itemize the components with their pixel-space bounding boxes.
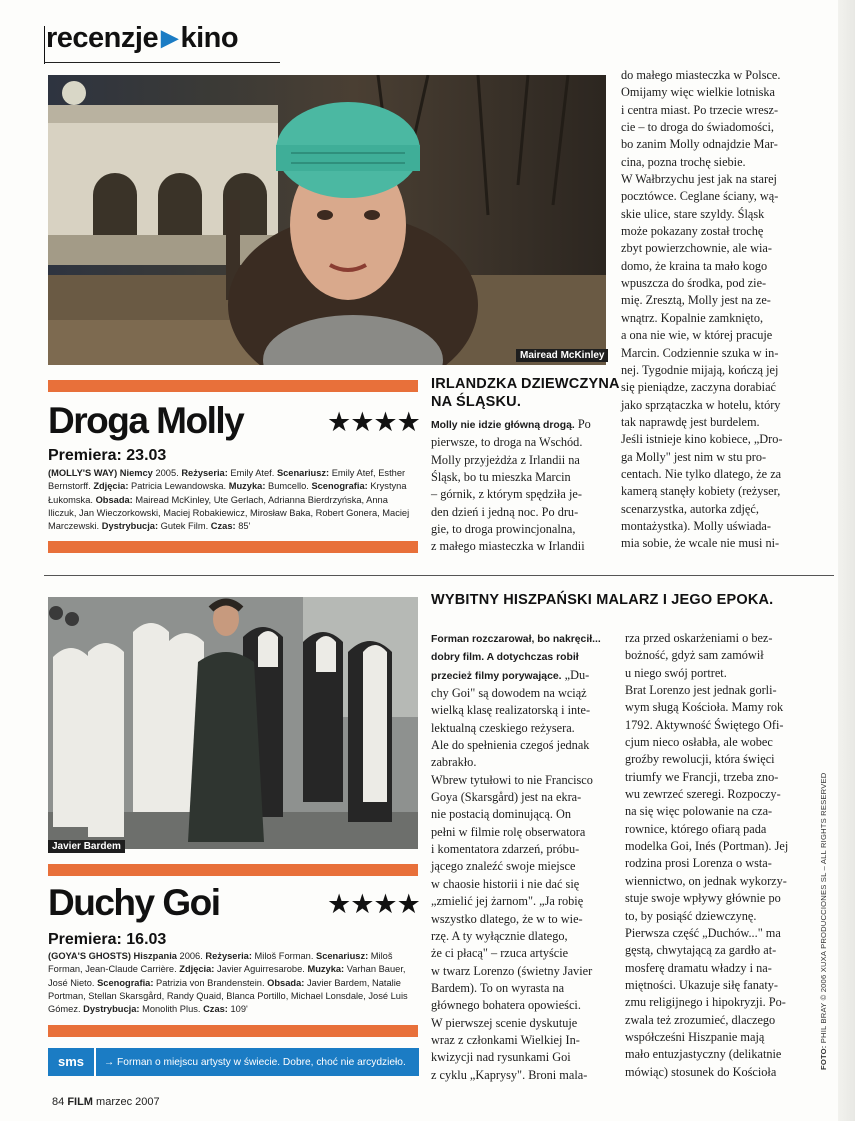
credit-value: Patrizia von Brandenstein. (156, 977, 265, 988)
text-line: wnątrz. Kopalnie zamknięto, (621, 310, 764, 325)
text-line: jako sprzątaczka w hotelu, który (621, 397, 781, 412)
text-line: rownice, którego ofiarą pada (625, 821, 767, 836)
credit-label: Zdjęcia: (179, 964, 215, 975)
text-line: Śląsk, bo tu mieszka Marcin (431, 470, 571, 485)
text-line: wu zewrzeć szeregi. Rozpoczy- (625, 787, 781, 802)
lead-text: Forman rozczarował, bo nakręcił... (431, 634, 601, 645)
text-line: cie – to droga do świadomości, (621, 120, 774, 135)
text-line: wszystko dlatego, że w to wie- (431, 911, 583, 926)
photo-credit-text: PHIL BRAY © 2006 XUXA PRODUCCIONES SL – ALL RIGHTS RESERVED (819, 772, 828, 1044)
credit-label: Dystrybucja: (101, 521, 159, 532)
text-line: głównego bohatera opowieści. (431, 998, 581, 1013)
page-margin-strip (838, 0, 855, 1121)
credit-value: Varhan Bauer, José Nieto. (48, 964, 406, 988)
text-line: a ona nie wie, w której pracuje (621, 328, 773, 343)
premiere-date: Premiera: 23.03 (48, 447, 167, 464)
sms-text: → Forman o miejscu artysty w świecie. Dobre, choć nie arcydzieło. (104, 1056, 406, 1068)
credit-label: Muzyka: (307, 964, 345, 975)
text-line: mię. Zresztą, Molly jest na ze- (621, 293, 771, 308)
photo-caption: Mairead McKinley (516, 349, 608, 362)
orange-bar-top (48, 864, 418, 876)
text-line: zbyt powierzchownie, ale wia- (621, 241, 772, 256)
text-line: montażystka). Molly uświada- (621, 518, 771, 533)
film-title: Droga Molly (48, 400, 244, 441)
photo-credit-label: FOTO: (819, 1045, 828, 1070)
credit-value: Emily Atef, Esther Bernstorff. (48, 468, 406, 492)
duchy-goi-photo (48, 597, 418, 849)
text-line: Goya (Skarsgård) jest na ekra- (431, 790, 582, 805)
text-line: Pierwsza część „Duchów..." ma (625, 925, 781, 940)
text-line: 1792. Aktywność Świętego Ofi- (625, 717, 784, 732)
triangle-arrow-icon: ▶ (161, 25, 178, 50)
lead-text: Molly nie idzie główną drogą. (431, 420, 575, 431)
orange-bar-bottom (48, 1025, 418, 1037)
text-line: Bardem). To on wyrasta na (431, 980, 565, 995)
text-line: miętności. Ukazuje siłę fanaty- (625, 977, 778, 992)
text-line: wym sługą Kościoła. Mamy rok (625, 700, 784, 715)
text-line: rzę. A ty wyłącznie dlatego, (431, 928, 568, 943)
text-line: z małego miasteczka w Irlandii (431, 539, 585, 554)
text-line: mówiąc) stosunek do Kościoła (625, 1064, 777, 1079)
credit-value: Javier Aguirresarobe. (217, 964, 305, 975)
text-line: Molly przyjeżdża z Irlandii na (431, 452, 580, 467)
text-line: Marcin. Codziennie szuka w in- (621, 345, 779, 360)
text-line: wielką klasę realizatorską i inte- (431, 703, 591, 718)
lead-text: przecież filmy porywające. (431, 670, 562, 682)
page-number: 84 (52, 1096, 65, 1108)
text-line: i komentatora zdarzeń, próbu- (431, 842, 580, 857)
text-line: pełni w filmie rolę obserwatora (431, 824, 586, 839)
film-title: Duchy Goi (48, 882, 220, 923)
text-line: lektualną czeskiego reżysera. (431, 720, 575, 735)
page-footer (52, 1096, 160, 1108)
text-line: groźby rewolucji, która święci (625, 752, 775, 767)
credit-year: 2006. (179, 951, 203, 961)
credit-year: 2005. (155, 468, 179, 478)
text-line: wpuszcza do środka, pod zie- (621, 276, 767, 291)
film-credits (48, 467, 418, 533)
section-header (46, 22, 238, 55)
credit-label: Scenariusz: (276, 468, 330, 478)
credit-value: Miloš Forman, Jean-Claude Carrière. (48, 951, 393, 975)
credit-value: Patricia Lewandowska. (131, 481, 227, 492)
credit-label: Muzyka: (228, 481, 266, 492)
credit-value: Mairead McKinley, Ute Gerlach, Adrianna Bierdrzyńska, Anna Iliczuk, Jan Wieczorkowski, Maciej Robakiewicz, Mirosław Baka, Robert Gonera, Maciej Marczewski. (48, 494, 410, 532)
text-line: tak naprawdę jest burdelem. (621, 414, 760, 429)
text-line: gęstą, chwytającą za gardło at- (625, 943, 777, 958)
text-line: wraz z członkami Wielkiej In- (431, 1032, 580, 1047)
text-line: Brat Lorenzo jest jednak gorli- (625, 683, 777, 698)
film-credits (48, 950, 418, 1016)
credit-label: Reżyseria: (181, 468, 228, 478)
rating-stars: ★★★★ (327, 889, 420, 919)
photo-caption: Javier Bardem (48, 840, 125, 853)
text-line: wiennictwo, on jednak wykorzy- (625, 873, 787, 888)
credit-value: Javier Bardem, Natalie Portman, Stellan Skarsgård, Randy Quaid, Blanca Portillo, Michael Lonsdale, José Luis Gómez. (48, 977, 408, 1015)
text-line: zwala też zrozumieć, dlaczego (625, 1012, 776, 1027)
credit-value: Krystyna Łukomska. (48, 481, 407, 505)
heading-line: IRLANDZKA DZIEWCZYNA (431, 376, 620, 392)
review-text-col2 (625, 630, 805, 1081)
credit-label: Obsada: (95, 494, 133, 505)
column-heading (431, 375, 620, 411)
text-line: zmu religijnego i hipokryzji. Po- (625, 995, 786, 1010)
text-line: „zmielić jej żarnom". „Ja robię (431, 894, 584, 909)
credit-value: 109' (230, 1004, 248, 1015)
text-line: na się więc polowanie na cza- (625, 804, 773, 819)
credit-label: Zdjęcia: (93, 481, 129, 492)
category-label: kino (180, 22, 239, 54)
text-line: u niego swój portret. (625, 665, 727, 680)
text-line: nie postacią dominującą. On (431, 807, 572, 822)
review-text-col1 (431, 416, 611, 556)
column-heading: WYBITNY HISZPAŃSKI MALARZ I JEGO EPOKA. (431, 592, 774, 608)
text-line: z cyklu „Kaprysy". Broni mala- (431, 1067, 588, 1082)
lead-text: dobry film. A dotychczas robił (431, 652, 579, 664)
text-line: – górnik, z którym spędziła je- (431, 487, 582, 502)
text-line: ga Molly" jest nim w stu pro- (621, 449, 767, 464)
text-line: mia sobie, że wcale nie musi ni- (621, 536, 780, 551)
section-label: recenzje (46, 22, 159, 54)
text-line: rodzina prosi Lorenza o wsta- (625, 856, 772, 871)
text-line: domo, że kraina ta mało kogo (621, 258, 768, 273)
credit-value: Gutek Film. (160, 521, 209, 532)
text-line: Jeśli istnieje kino kobiece, „Dro- (621, 432, 783, 447)
text-line: i centra miast. Po trzecie wresz- (621, 102, 779, 117)
text-line: skie ulice, stare szyldy. Śląsk (621, 206, 765, 221)
text-line: bożność, gdyż sam zamówił (625, 648, 764, 663)
text-line: kwizycji nad rysunkami Goi (431, 1050, 571, 1065)
text-line: gie, to droga prowincjonalna, (431, 522, 576, 537)
text-line: den dzień i jedną noc. Po dru- (431, 504, 579, 519)
text-line: nej. Tygodnie mijają, kończą jej (621, 362, 779, 377)
credit-label: Reżyseria: (205, 951, 252, 961)
text-line: modelka Goi, Inés (Portman). Jej (625, 839, 789, 854)
credit-label: Czas: (203, 1004, 228, 1015)
text-line: mosferę dramatu władzy i na- (625, 960, 772, 975)
text-line: cina, pozna trochę siebie. (621, 154, 746, 169)
text-line: W Wałbrzychu jest jak na starej (621, 172, 777, 187)
sms-label: sms (48, 1048, 96, 1076)
text-line: rza przed oskarżeniami o bez- (625, 631, 773, 645)
text-line: Wbrew tytułowi to nie Francisco (431, 772, 593, 787)
text-line: W pierwszej scenie dyskutuje (431, 1015, 578, 1030)
text-line: się pieniądze, zaczyna dorabiać (621, 380, 776, 395)
credit-label: Czas: (210, 521, 236, 532)
credit-label: Scenariusz: (316, 951, 369, 961)
text-line: stuje swoje wpływy głównie po (625, 891, 781, 906)
credit-original-title: (MOLLY'S WAY) Niemcy (48, 468, 153, 478)
text-line: pocztówce. Ceglane ściany, wą- (621, 189, 779, 204)
text-line: Po (577, 417, 591, 431)
text-line: Ale do spełnienia czegoś jednak (431, 738, 590, 753)
film-still-illustration (48, 597, 418, 849)
credit-value: Emily Atef. (230, 468, 275, 478)
text-line: do małego miasteczka w Polsce. (621, 68, 781, 82)
text-line: cjum nieco osłabła, ale wobec (625, 735, 773, 750)
credit-label: Scenografia: (311, 481, 368, 492)
text-line: w chaosie historii i nie dać się (431, 876, 580, 891)
text-line: zabrakło. (431, 755, 477, 770)
rating-stars: ★★★★ (327, 407, 420, 437)
text-line: że ci płacą" – rzuca artyście (431, 946, 569, 961)
magazine-name: FILM (67, 1096, 93, 1108)
review-text-col1 (431, 630, 611, 1084)
text-line: bo zanim Molly odnajdzie Mar- (621, 137, 778, 152)
photo-credit (819, 773, 828, 1070)
credit-label: Dystrybucja: (83, 1004, 140, 1015)
film-still-illustration (48, 75, 606, 365)
text-line: w twarz Lorenzo (świetny Javier (431, 963, 593, 978)
text-line: współcześni Hiszpanie mają (625, 1029, 765, 1044)
droga-molly-photo (48, 75, 606, 365)
credit-value: Monolith Plus. (142, 1004, 201, 1015)
text-line: mało entuzjastyczny (delikatnie (625, 1047, 782, 1062)
review-text-col2 (621, 67, 801, 553)
text-line: „Du- (564, 667, 590, 682)
premiere-date: Premiera: 16.03 (48, 931, 167, 948)
text-line: kamerą stanęły kobiety (reżyser, (621, 484, 781, 499)
credit-value: Miloš Forman. (254, 951, 314, 961)
credit-label: Scenografia: (97, 977, 154, 988)
text-line: Omijamy więc wielkie lotniska (621, 85, 776, 100)
orange-bar-top (48, 380, 418, 392)
section-divider (44, 575, 834, 576)
credit-original-title: (GOYA'S GHOSTS) Hiszpania (48, 951, 177, 961)
text-line: jącego znaleźć swoje miejsce (431, 859, 576, 874)
heading-line: NA ŚLĄSKU. (431, 394, 522, 410)
text-line: pierwsze, to droga na Wschód. (431, 435, 583, 450)
text-line: chy Goi" są dowodem na wciąż (431, 686, 587, 701)
text-line: scenarzystka, autorka zdjęć, (621, 501, 759, 516)
sms-verdict-bar (48, 1048, 419, 1076)
credit-value: 85' (238, 521, 251, 532)
credit-label: Obsada: (267, 977, 305, 988)
header-rule (44, 62, 280, 63)
text-line: triumfy we Francji, trzeba zno- (625, 769, 779, 784)
text-line: centach. Nie tylko dlatego, że za (621, 466, 782, 481)
header-vertical-line (44, 26, 45, 64)
text-line: to, by posiąść dziewczynę. (625, 908, 757, 923)
text-line: może pokazany został trochę (621, 224, 764, 239)
orange-bar-bottom (48, 541, 418, 553)
credit-value: Bumcello. (268, 481, 309, 492)
issue-date: marzec 2007 (96, 1096, 160, 1108)
